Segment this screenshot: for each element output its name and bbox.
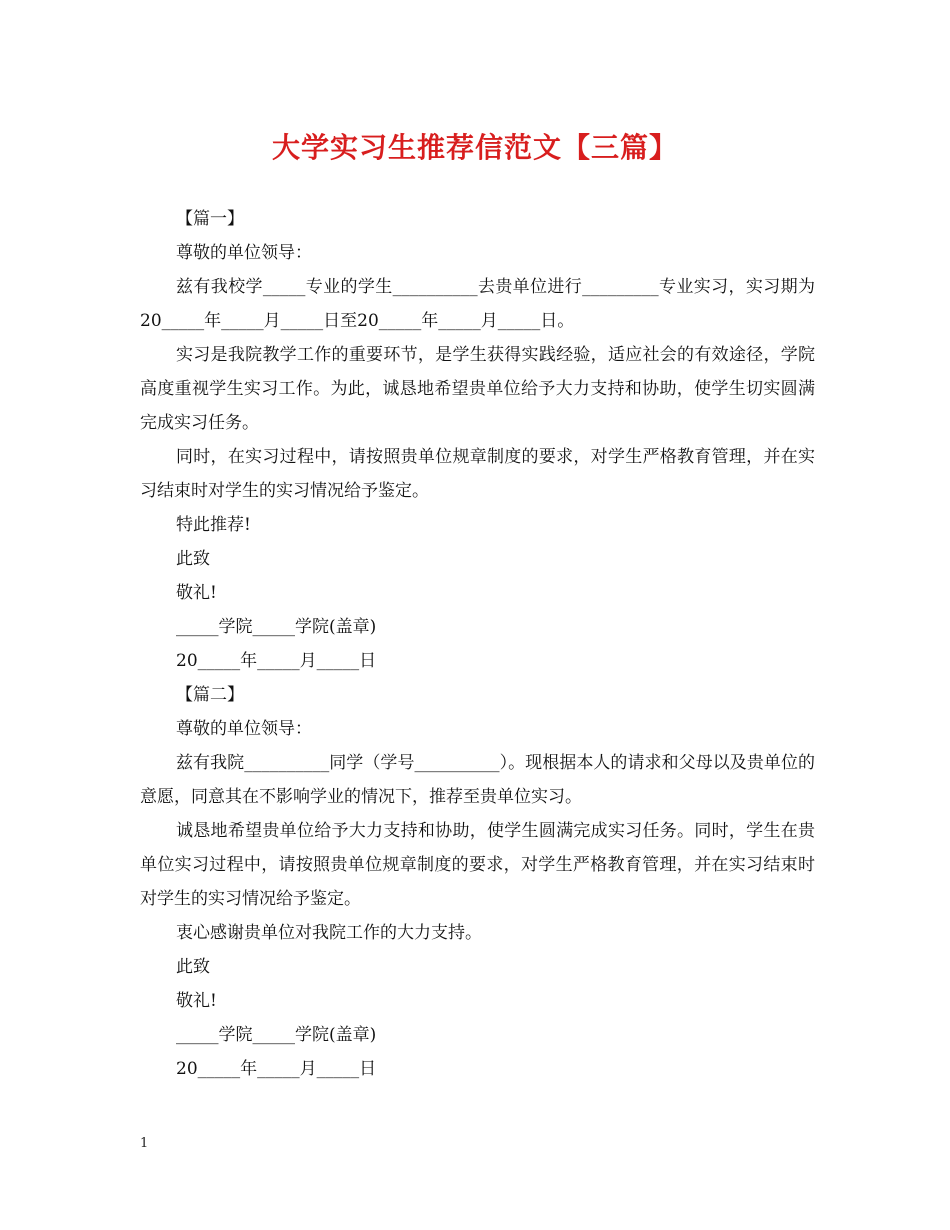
- closing-line: 此致: [176, 957, 210, 977]
- paragraph: 实习是我院教学工作的重要环节，是学生获得实践经验，适应社会的有效途径，学院高度重视学生实习工作。为此，诚恳地希望贵单位给予大力支持和协助，使学生切实圆满完成实习任务。: [140, 345, 815, 433]
- document-body: [140, 202, 815, 1086]
- paragraph: 同时，在实习过程中，请按照贵单位规章制度的要求，对学生严格教育管理，并在实习结束时对学生的实习情况给予鉴定。: [140, 447, 815, 501]
- document-title: 大学实习生推荐信范文【三篇】: [271, 131, 678, 164]
- closing-greeting: 敬礼!: [176, 583, 217, 603]
- date-line: 20_____年_____月_____日: [176, 651, 377, 671]
- section-heading-2: 【篇二】: [176, 685, 244, 705]
- page-number: 1: [140, 1136, 149, 1151]
- closing-line: 此致: [176, 549, 210, 569]
- section-heading-1: 【篇一】: [176, 209, 244, 229]
- paragraph: 兹有我院__________同学（学号__________）。现根据本人的请求和父母以及贵单位的意愿，同意其在不影响学业的情况下，推荐至贵单位实习。: [140, 753, 815, 807]
- salutation-1: 尊敬的单位领导：: [176, 243, 312, 263]
- paragraph: 诚恳地希望贵单位给予大力支持和协助，使学生圆满完成实习任务。同时，学生在贵单位实习过程中，请按照贵单位规章制度的要求，对学生严格教育管理，并在实习结束时对学生的实习情况给予鉴定。: [140, 821, 815, 909]
- salutation-2: 尊敬的单位领导：: [176, 719, 312, 739]
- thanks-line: 衷心感谢贵单位对我院工作的大力支持。: [176, 923, 482, 943]
- date-line: 20_____年_____月_____日: [176, 1059, 377, 1079]
- closing-greeting: 敬礼!: [176, 991, 217, 1011]
- paragraph: 兹有我校学_____专业的学生__________去贵单位进行_________专业实习，实习期为20_____年_____月_____日至20_____年_____月_____日。: [140, 277, 815, 331]
- signature-line: _____学院_____学院(盖章): [176, 1025, 377, 1045]
- signature-line: _____学院_____学院(盖章): [176, 617, 377, 637]
- recommendation-line: 特此推荐!: [176, 515, 251, 535]
